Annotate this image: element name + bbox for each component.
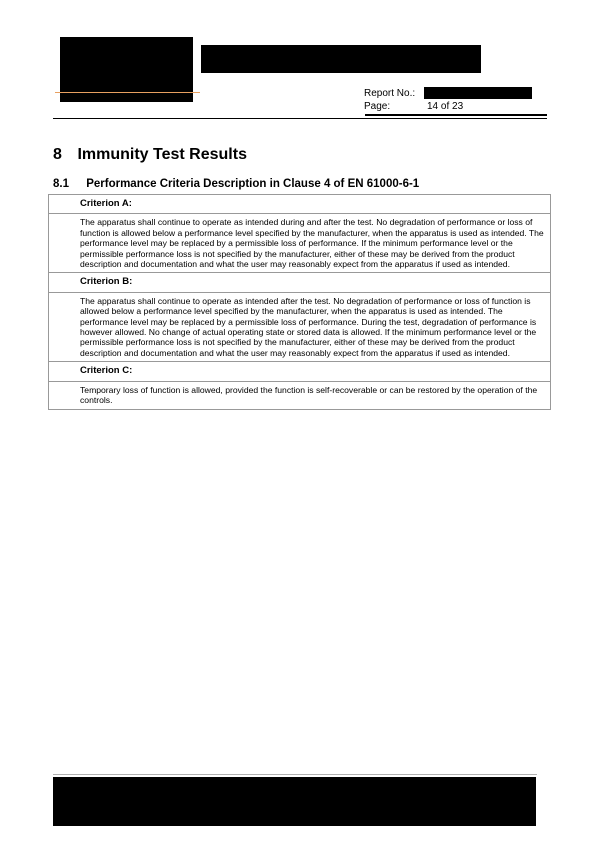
criterion-b-text: The apparatus shall continue to operate as intended after the test. No degradation of performance or loss of function is allowed below a performance level specified by the manufacturer, when the apparatus is used as intended. The performance level may be replaced by a permissible loss of performance. During the test, degradation of performance is however allowed. No change of actual operating state or stored data is allowed. If the minimum performance level or the permissible performance loss is not specified by the manufacturer, either of these may be derived from the product description and documentation and what the user may reasonably expect from the apparatus if used as intended. <box>49 293 550 362</box>
criterion-c-title: Criterion C: <box>49 362 550 381</box>
page-label: Page: <box>364 101 391 112</box>
criterion-c-text: Temporary loss of function is allowed, provided the function is self-recoverable or can be restored by the operation of the controls. <box>49 382 550 410</box>
subsection-heading <box>53 178 419 190</box>
section-number: 8 <box>53 146 62 163</box>
criterion-a-title: Criterion A: <box>49 195 550 214</box>
footer-rule <box>53 774 537 775</box>
criteria-table <box>48 194 551 410</box>
section-title: Immunity Test Results <box>77 146 247 163</box>
report-no-label: Report No.: <box>364 88 416 99</box>
redacted-report-number <box>424 87 532 99</box>
criterion-b-title: Criterion B: <box>49 273 550 292</box>
criterion-a-text: The apparatus shall continue to operate as intended during and after the test. No degradation of performance or loss of function is allowed below a performance level specified by the manufacturer, when the apparatus is used as intended. The performance level may be replaced by a permissible loss of performance. If the minimum performance level or the permissible performance loss is not specified by the manufacturer, either of these may be derived from the product description and documentation and what the user may reasonably expect from the apparatus if used as intended. <box>49 214 550 273</box>
header-rule <box>365 114 547 116</box>
subsection-number: 8.1 <box>53 178 69 190</box>
section-heading <box>53 146 247 164</box>
redacted-footer <box>53 777 536 826</box>
redacted-company-name <box>201 45 481 73</box>
subsection-title: Performance Criteria Description in Clause 4 of EN 61000-6-1 <box>86 178 420 190</box>
page-number: 14 of 23 <box>427 101 464 112</box>
header-rule-full <box>53 118 547 119</box>
header-accent-line <box>55 92 200 93</box>
